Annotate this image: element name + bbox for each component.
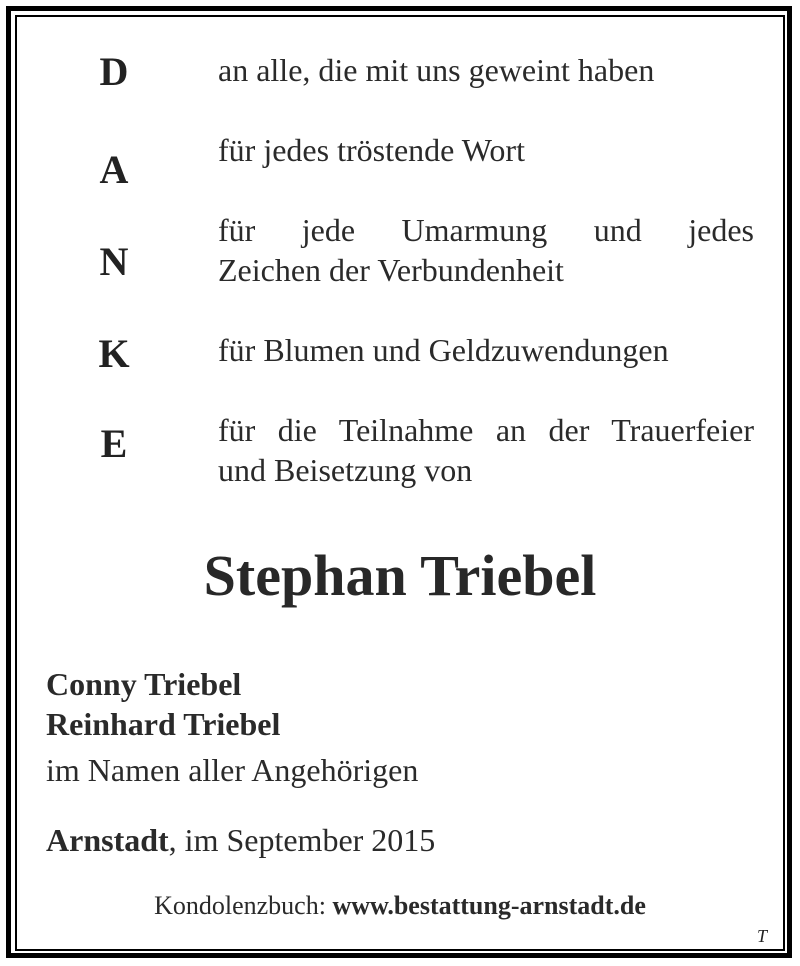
place: Arnstadt bbox=[46, 822, 169, 858]
acrostic-line-e-1: für die Teilnahme an der Trauerfeier bbox=[218, 412, 754, 448]
acrostic-letter-e: E bbox=[100, 421, 128, 466]
acrostic-line-n-1: für jede Umarmung und jedes bbox=[218, 212, 754, 248]
acrostic-letter-n: N bbox=[99, 239, 129, 284]
condolence-line bbox=[0, 888, 800, 924]
signatory-1: Conny Triebel bbox=[46, 666, 242, 702]
acrostic-letter-d: D bbox=[99, 49, 129, 94]
condolence-label: Kondolenzbuch: bbox=[154, 891, 333, 920]
deceased-name: Stephan Triebel bbox=[203, 543, 597, 608]
on-behalf-text: im Namen aller Angehörigen bbox=[46, 752, 419, 788]
corner-mark: T bbox=[757, 926, 768, 946]
acrostic-line-d: an alle, die mit uns geweint haben bbox=[218, 52, 655, 88]
acrostic-line-n-2: Zeichen der Verbundenheit bbox=[218, 252, 564, 288]
acrostic-letter-a: A bbox=[99, 147, 129, 192]
signatory-2: Reinhard Triebel bbox=[46, 706, 281, 742]
acrostic-line-a: für jedes tröstende Wort bbox=[218, 132, 525, 168]
acrostic-letter-k: K bbox=[98, 331, 130, 376]
date-text: , im September 2015 bbox=[168, 822, 436, 858]
condolence-url[interactable]: www.bestattung-arnstadt.de bbox=[332, 891, 646, 920]
acrostic-line-k: für Blumen und Geldzuwendungen bbox=[218, 332, 669, 368]
acrostic-line-e-2: und Beisetzung von bbox=[218, 452, 473, 488]
place-date bbox=[46, 820, 435, 860]
